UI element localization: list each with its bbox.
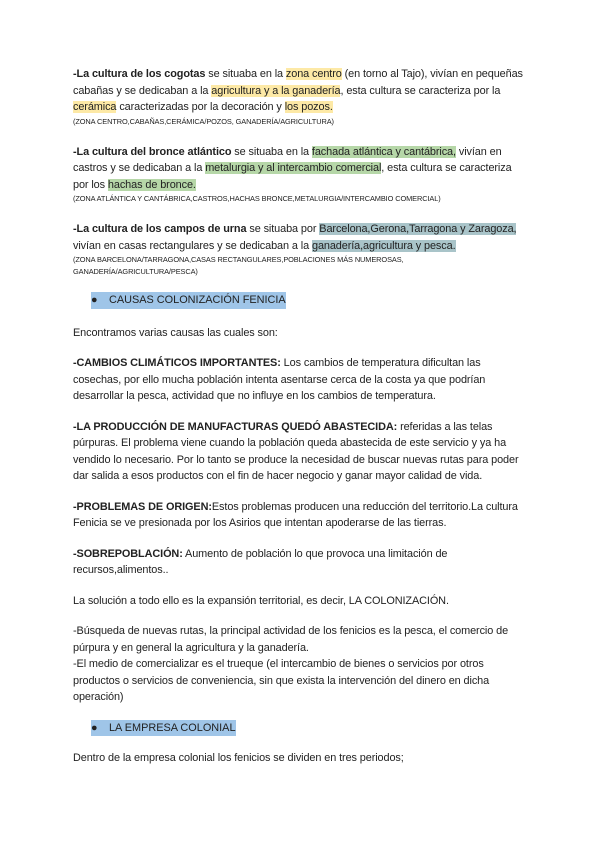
cogotas-summary: (ZONA CENTRO,CABAÑAS,CERÁMICA/POZOS, GANADERÍA/AGRICULTURA) — [73, 116, 334, 126]
bullet-icon: ● — [91, 294, 98, 306]
heading-empresa-text: LA EMPRESA COLONIAL — [109, 721, 236, 734]
highlight: ganadería,agricultura y pesca. — [311, 239, 456, 252]
intro-text: Encontramos varias causas las cuales son: — [73, 326, 278, 339]
text-run: Los cambios de temperatura dificultan las cosechas, por ello mucha población intenta asentarse cerca de la costa ya que podrían desarrollar la pesca, actividad que no influye en los cambios de temperatura. — [73, 357, 486, 402]
heading-highlight — [91, 292, 286, 309]
cause-climate — [73, 355, 523, 405]
bronce-paragraph — [73, 144, 523, 194]
cause-manufactures — [73, 419, 523, 485]
highlight: Barcelona,Gerona,Tarragona y Zaragoza, — [319, 223, 517, 235]
text-run: caracterizadas por la decoración y — [116, 101, 285, 113]
text-run: referidas a las telas púrpuras. El problema viene cuando la población queda abastecida de este servicio y ya ha vendido lo necesario. Por lo tanto se produce la necesidad de buscar nuevas rutas para poder dar salida a esos productos con el fin de hacer negocio y ganar mayor calidad de vida. — [73, 420, 519, 482]
text-run: se situaba por — [246, 223, 320, 235]
highlight: zona centro — [285, 68, 342, 80]
text-run: , esta cultura se caracteriza por los — [73, 162, 512, 191]
highlight: hachas de bronce. — [107, 178, 196, 191]
heading-causas — [91, 292, 523, 309]
solution-text: La solución a todo ello es la expansión territorial, es decir, LA COLONIZACIÓN. — [73, 594, 449, 607]
urna-paragraph — [73, 221, 523, 254]
cause-overpopulation — [73, 546, 523, 579]
heading-empresa — [91, 720, 523, 737]
cause-origin — [73, 499, 523, 532]
highlight: agricultura y a la ganadería — [211, 84, 341, 97]
text-run: vivían en castros y se dedicaban a la — [73, 145, 502, 174]
trade-text: -El medio de comercializar es el trueque (el intercambio de bienes o servicios por otros productos o servicios de conveniencia, sin que exista la intervención del dinero en dicha operación) — [73, 658, 490, 703]
text-run: (en torno al Tajo), vivían en pequeñas cabañas y se dedicaban a la — [73, 68, 523, 97]
highlight: fachada atlántica y cantábrica, — [311, 145, 456, 158]
urna-summary: (ZONA BARCELONA/TARRAGONA,CASAS RECTANGULARES,POBLACIONES MÁS NUMEROSAS, GANADERÍA/AGRICULTURA/PESCA) — [73, 255, 404, 276]
highlight: metalurgia y al intercambio comercial — [205, 162, 382, 174]
text-run: Aumento de población lo que provoca una limitación de recursos,alimentos.. — [73, 547, 448, 576]
routes-text: -Búsqueda de nuevas rutas, la principal actividad de los fenicios es la pesca, el comercio de púrpura y en general la agricultura y la ganadería. — [73, 625, 509, 654]
bronce-title: -La cultura del bronce atlántico — [73, 145, 232, 158]
cause-overpopulation-title: -SOBREPOBLACIÓN: — [73, 547, 183, 560]
cause-climate-title: -CAMBIOS CLIMÁTICOS IMPORTANTES: — [73, 357, 281, 369]
bronce-summary: (ZONA ATLÁNTICA Y CANTÁBRICA,CASTROS,HACHAS BRONCE,METALURGIA/INTERCAMBIO COMERCIAL) — [73, 194, 441, 203]
highlight: cerámica — [73, 101, 117, 113]
cause-manufactures-title: -LA PRODUCCIÓN DE MANUFACTURAS QUEDÓ ABASTECIDA: — [73, 420, 398, 433]
text-run: vivían en casas rectangulares y se dedicaban a la — [73, 239, 312, 252]
bullet-icon: ● — [91, 721, 98, 734]
text-run: Estos problemas producen una reducción del territorio.La cultura Fenicia se ve presionada por los Asirios que intentan apoderarse de las tierras. — [73, 500, 518, 529]
urna-title: -La cultura de los campos de urna — [73, 223, 247, 235]
closing-text: Dentro de la empresa colonial los fenicios se dividen en tres periodos; — [73, 752, 404, 764]
cause-origin-title: -PROBLEMAS DE ORIGEN: — [73, 500, 212, 513]
cogotas-title: -La cultura de los cogotas — [73, 68, 206, 80]
text-run: se situaba en la — [231, 145, 312, 158]
heading-causas-text: CAUSAS COLONIZACIÓN FENICIA — [109, 294, 286, 306]
text-run: , esta cultura se caracteriza por la — [340, 84, 501, 97]
heading-highlight — [91, 720, 236, 737]
cogotas-paragraph — [73, 66, 523, 116]
document-body — [73, 66, 523, 767]
highlight: los pozos. — [284, 101, 333, 113]
text-run: se situaba en la — [205, 68, 286, 80]
